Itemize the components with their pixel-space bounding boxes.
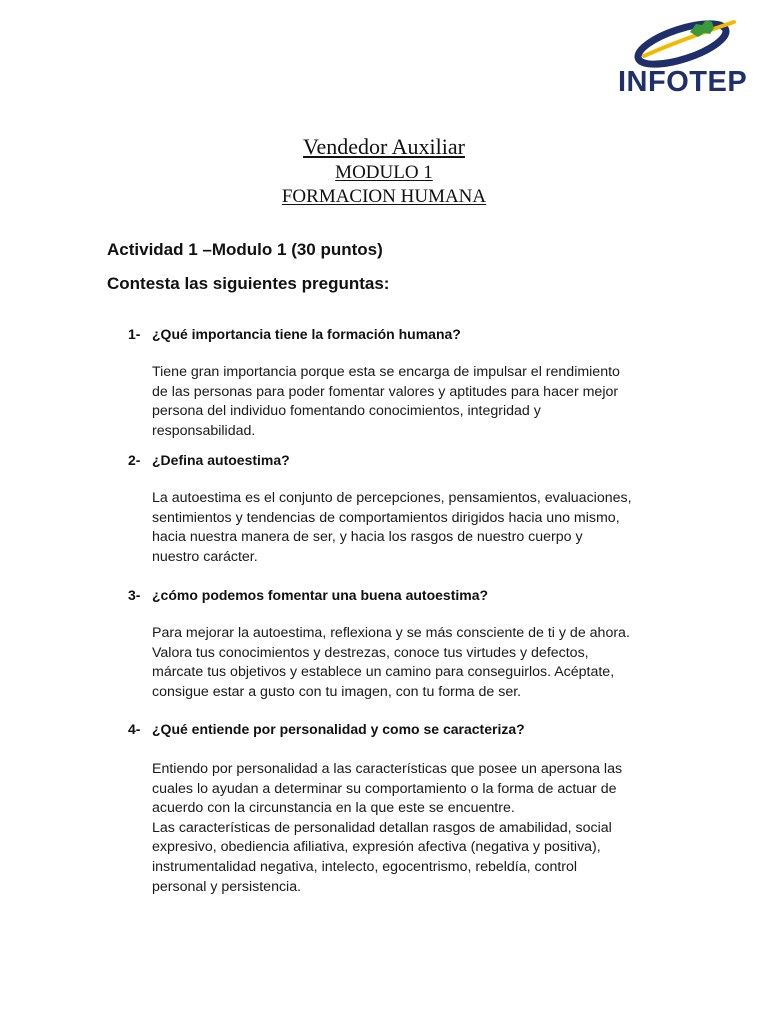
answer-4 bbox=[152, 760, 672, 897]
answer-line: Tiene gran importancia porque esta se encarga de impulsar el rendimiento bbox=[152, 364, 620, 380]
answer-line: nuestro carácter. bbox=[152, 548, 258, 565]
activity-title: Actividad 1 –Modulo 1 (30 puntos) bbox=[107, 240, 383, 259]
answer-line: márcate tus objetivos y establece un camino para conseguirlos. Acéptate, bbox=[152, 664, 615, 681]
answer-line: consigue estar a gusto con tu imagen, con tu forma de ser. bbox=[152, 683, 522, 700]
question-1 bbox=[128, 326, 461, 342]
logo-wordmark: INFOTEP bbox=[618, 66, 748, 98]
answer-line: Para mejorar la autoestima, reflexiona y se más consciente de ti y de ahora. bbox=[152, 625, 630, 641]
answer-2 bbox=[152, 489, 672, 567]
module-title: MODULO 1 bbox=[335, 162, 433, 183]
infotep-emblem-icon bbox=[630, 12, 742, 68]
answer-line: Valora tus conocimientos y destrezas, conoce tus virtudes y defectos, bbox=[152, 644, 589, 661]
question-text: ¿Qué entiende por personalidad y como se caracteriza? bbox=[152, 721, 525, 737]
answer-line: de las personas para poder fomentar valores y aptitudes para hacer mejor bbox=[152, 383, 619, 400]
course-title: Vendedor Auxiliar bbox=[303, 134, 465, 159]
answer-line: expresivo, obediencia afiliativa, expresión afectiva (negativa y positiva), bbox=[152, 839, 601, 856]
question-number: 3- bbox=[128, 587, 141, 603]
answer-line: cuales lo ayudan a determinar su comportamiento o la forma de actuar de bbox=[152, 780, 617, 797]
answer-line: acuerdo con la circunstancia en la que este se encuentre. bbox=[152, 800, 515, 817]
answer-3 bbox=[152, 624, 672, 702]
question-2 bbox=[128, 452, 290, 468]
question-number: 1- bbox=[128, 326, 141, 342]
answer-line: responsabilidad. bbox=[152, 422, 256, 439]
question-text: ¿Qué importancia tiene la formación humana? bbox=[152, 326, 461, 342]
answer-line: persona del individuo fomentando conocimientos, integridad y bbox=[152, 403, 541, 420]
question-number: 4- bbox=[128, 721, 141, 737]
question-text: ¿cómo podemos fomentar una buena autoestima? bbox=[152, 587, 489, 603]
question-text: ¿Defina autoestima? bbox=[152, 452, 290, 468]
answer-line: Las características de personalidad detallan rasgos de amabilidad, social bbox=[152, 819, 612, 836]
question-3 bbox=[128, 587, 488, 603]
activity-instruction: Contesta las siguientes preguntas: bbox=[107, 274, 390, 293]
answer-line: sentimientos y tendencias de comportamientos dirigidos hacia uno mismo, bbox=[152, 509, 620, 526]
infotep-logo bbox=[614, 12, 746, 100]
answer-line: personal y persistencia. bbox=[152, 878, 302, 895]
subject-title: FORMACION HUMANA bbox=[281, 186, 487, 207]
answer-1 bbox=[152, 363, 672, 441]
question-number: 2- bbox=[128, 452, 141, 468]
question-4 bbox=[128, 721, 525, 737]
answer-line: Entiendo por personalidad a las características que posee un apersona las bbox=[152, 761, 623, 777]
answer-line: instrumentalidad negativa, intelecto, egocentrismo, rebeldía, control bbox=[152, 858, 578, 875]
answer-line: hacia nuestra manera de ser, y hacia los rasgos de nuestro cuerpo y bbox=[152, 529, 583, 546]
answer-line: La autoestima es el conjunto de percepciones, pensamientos, evaluaciones, bbox=[152, 490, 632, 506]
